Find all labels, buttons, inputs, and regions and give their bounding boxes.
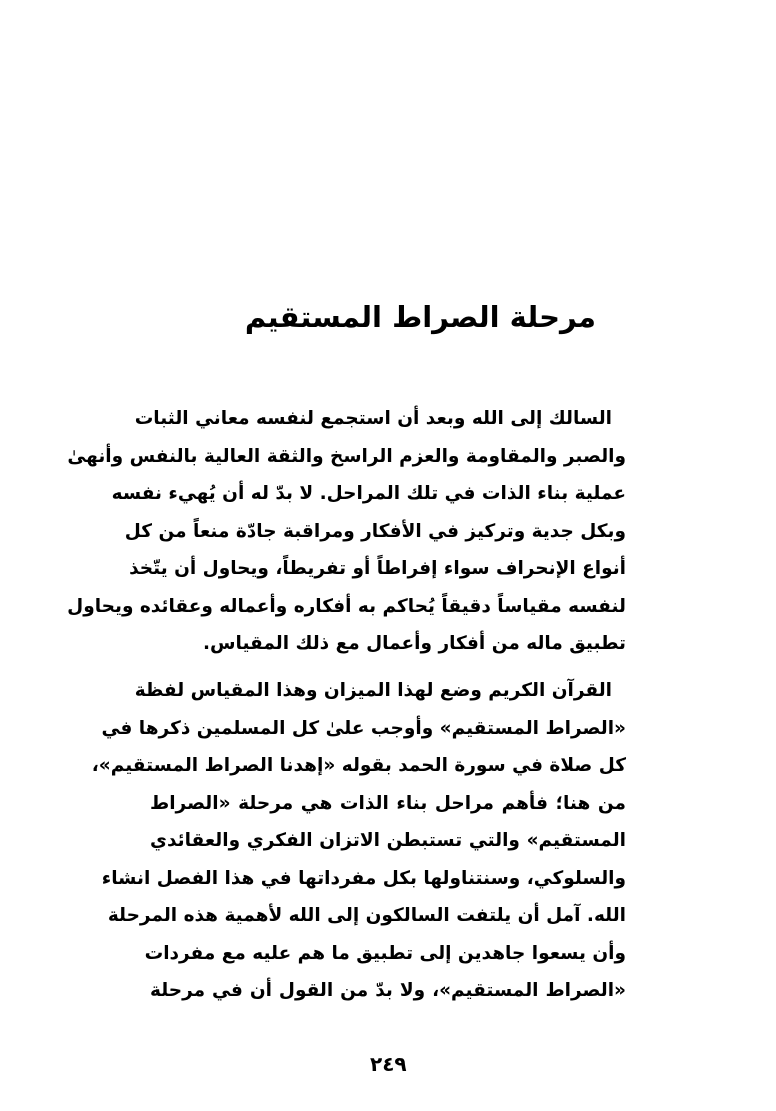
text-line: كل صلاة في سورة الحمد بقوله «إهدنا الصراط المستقيم»، (91, 755, 626, 776)
text-line: وبكل جدية وتركيز في الأفكار ومراقبة جادّة منعاً من كل (124, 520, 626, 542)
text-line: لنفسه مقياساً دقيقاً يُحاكم به أفكاره وأعماله وعقائده ويحاول (67, 595, 626, 617)
page-number: ٢٤٩ (370, 1052, 407, 1076)
text-line: السالك إلى الله وبعد أن استجمع لنفسه معاني الثبات (134, 408, 612, 429)
text-line: «الصراط المستقيم» وأوجب علىٰ كل المسلمين ذكرها في (101, 717, 626, 739)
text-line: من هنا؛ فأهم مراحل بناء الذات هي مرحلة «الصراط (150, 792, 626, 814)
text-line: أنواع الإنحراف سواء إفراطاً أو تفريطاً، ويحاول أن يتّخذ (129, 558, 626, 579)
text-line: والسلوكي، وسنتناولها بكل مفرداتها في هذا الفصل انشاء (101, 867, 626, 889)
text-line: المستقيم» والتي تستبطن الاتزان الفكري والعقائدي (150, 830, 626, 851)
text-line: «الصراط المستقيم»، ولا بدّ من القول أن في مرحلة (150, 980, 626, 1001)
text-line: والصبر والمقاومة والعزم الراسخ والثقة العالية بالنفس وأنهىٰ (67, 445, 626, 467)
paragraph-2 (91, 672, 626, 1010)
text-line: الله. آمل أن يلتفت السالكون إلى الله لأهمية هذه المرحلة (107, 905, 626, 926)
text-line: تطبيق ماله من أفكار وأعمال مع ذلك المقياس. (202, 633, 626, 654)
text-line: عملية بناء الذات في تلك المراحل. لا بدّ له أن يُهيء نفسه (111, 483, 626, 504)
text-line: وأن يسعوا جاهدين إلى تطبيق ما هم عليه مع مفردات (144, 942, 626, 964)
paragraph-1 (67, 400, 626, 663)
text-line: القرآن الكريم وضع لهذا الميزان وهذا المقياس لفظة (134, 680, 612, 701)
chapter-title: مرحلة الصراط المستقيم (244, 300, 596, 334)
